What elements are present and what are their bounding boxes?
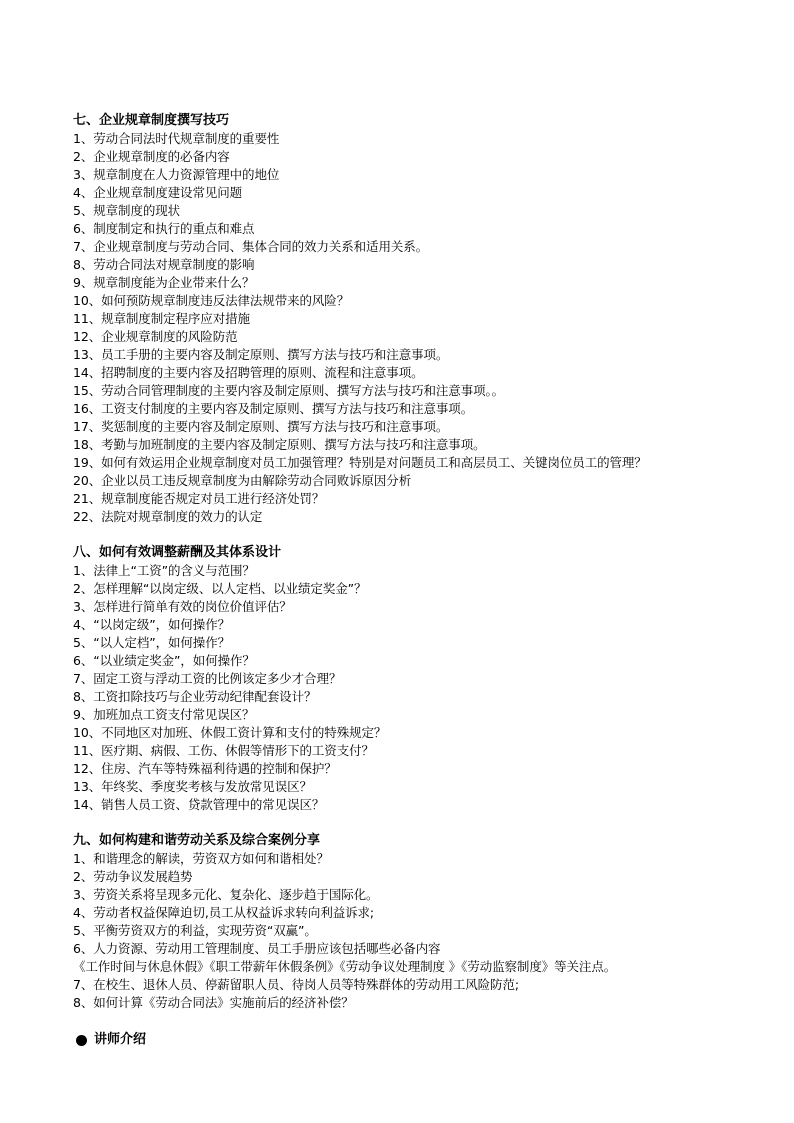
section-heading: 八、如何有效调整薪酬及其体系设计 xyxy=(73,545,282,560)
list-item: 4、劳动者权益保障迫切,员工从权益诉求转向利益诉求; xyxy=(73,905,375,920)
list-item: 5、“以人定档”，如何操作？ xyxy=(73,635,231,650)
list-item: 《工作时间与休息休假》《职工带薪年休假条例》《劳动争议处理制度 》《劳动监察制度》等关注点。 xyxy=(73,959,617,974)
list-item: 16、工资支付制度的主要内容及制定原则、撰写方法与技巧和注意事项。 xyxy=(73,401,474,416)
list-item: 7、固定工资与浮动工资的比例该定多少才合理？ xyxy=(73,671,342,686)
list-item: 8、如何计算《劳动合同法》实施前后的经济补偿？ xyxy=(73,995,354,1010)
list-item: 20、企业以员工违反规章制度为由解除劳动合同败诉原因分析 xyxy=(73,473,412,488)
list-item: 3、劳资关系将呈现多元化、复杂化、逐步趋于国际化。 xyxy=(73,887,379,902)
list-item: 1、劳动合同法时代规章制度的重要性 xyxy=(73,131,280,146)
bullet-icon xyxy=(76,1035,87,1046)
list-item: 6、人力资源、劳动用工管理制度、员工手册应该包括哪些必备内容 xyxy=(73,941,441,956)
list-item: 1、和谐理念的解读，劳资双方如何和谐相处？ xyxy=(73,851,329,866)
list-item: 19、如何有效运用企业规章制度对员工加强管理？特别是对问题员工和高层员工、关键岗位员工的管理？ xyxy=(73,455,647,470)
section-heading: 七、企业规章制度撰写技巧 xyxy=(73,113,230,128)
list-item: 12、企业规章制度的风险防范 xyxy=(73,329,238,344)
list-item: 4、“以岗定级”，如何操作？ xyxy=(73,617,231,632)
list-item: 21、规章制度能否规定对员工进行经济处罚？ xyxy=(73,491,325,506)
section-labor-relations xyxy=(73,832,733,1012)
list-item: 7、在校生、退休人员、停薪留职人员、待岗人员等特殊群体的劳动用工风险防范; xyxy=(73,977,519,992)
list-item: 10、不同地区对加班、休假工资计算和支付的特殊规定？ xyxy=(73,725,387,740)
list-item: 4、企业规章制度建设常见问题 xyxy=(73,185,243,200)
list-item: 2、怎样理解“以岗定级、以人定档、以业绩定奖金”？ xyxy=(73,581,367,596)
list-item: 3、规章制度在人力资源管理中的地位 xyxy=(73,167,280,182)
list-item: 14、销售人员工资、贷款管理中的常见误区？ xyxy=(73,797,325,812)
list-item: 7、企业规章制度与劳动合同、集体合同的效力关系和适用关系。 xyxy=(73,239,429,254)
list-item: 6、制度制定和执行的重点和难点 xyxy=(73,221,255,236)
list-item: 14、招聘制度的主要内容及招聘管理的原则、流程和注意事项。 xyxy=(73,365,424,380)
document-content xyxy=(73,112,733,1050)
list-item: 3、怎样进行简单有效的岗位价值评估？ xyxy=(73,599,292,614)
list-item: 5、规章制度的现状 xyxy=(73,203,181,218)
list-item: 2、劳动争议发展趋势 xyxy=(73,869,193,884)
list-item: 8、劳动合同法对规章制度的影响 xyxy=(73,257,255,272)
list-item: 13、年终奖、季度奖考核与发放常见误区？ xyxy=(73,779,312,794)
list-item: 9、加班加点工资支付常见误区？ xyxy=(73,707,255,722)
list-item: 1、法律上“工资”的含义与范围？ xyxy=(73,563,255,578)
list-item: 11、规章制度制定程序应对措施 xyxy=(73,311,250,326)
list-item: 17、奖惩制度的主要内容及制定原则、撰写方法与技巧和注意事项。 xyxy=(73,419,449,434)
section-rules xyxy=(73,112,733,526)
list-item: 5、平衡劳资双方的利益，实现劳资“双赢”。 xyxy=(73,923,317,938)
instructor-heading-row xyxy=(73,1030,733,1050)
list-item: 9、规章制度能为企业带来什么？ xyxy=(73,275,255,290)
instructor-heading: 讲师介绍 xyxy=(94,1032,147,1047)
list-item: 13、员工手册的主要内容及制定原则、撰写方法与技巧和注意事项。 xyxy=(73,347,449,362)
list-item: 18、考勤与加班制度的主要内容及制定原则、撰写方法与技巧和注意事项。 xyxy=(73,437,486,452)
list-item: 11、医疗期、病假、工伤、休假等情形下的工资支付？ xyxy=(73,743,374,758)
list-item: 6、“以业绩定奖金”，如何操作？ xyxy=(73,653,255,668)
list-item: 15、劳动合同管理制度的主要内容及制定原则、撰写方法与技巧和注意事项。。 xyxy=(73,383,505,398)
list-item: 10、如何预防规章制度违反法律法规带来的风险？ xyxy=(73,293,350,308)
list-item: 2、企业规章制度的必备内容 xyxy=(73,149,230,164)
list-item: 12、住房、汽车等特殊福利待遇的控制和保护？ xyxy=(73,761,337,776)
list-item: 22、法院对规章制度的效力的认定 xyxy=(73,509,263,524)
section-salary xyxy=(73,544,733,814)
list-item: 8、工资扣除技巧与企业劳动纪律配套设计？ xyxy=(73,689,317,704)
section-heading: 九、如何构建和谐劳动关系及综合案例分享 xyxy=(73,833,321,848)
